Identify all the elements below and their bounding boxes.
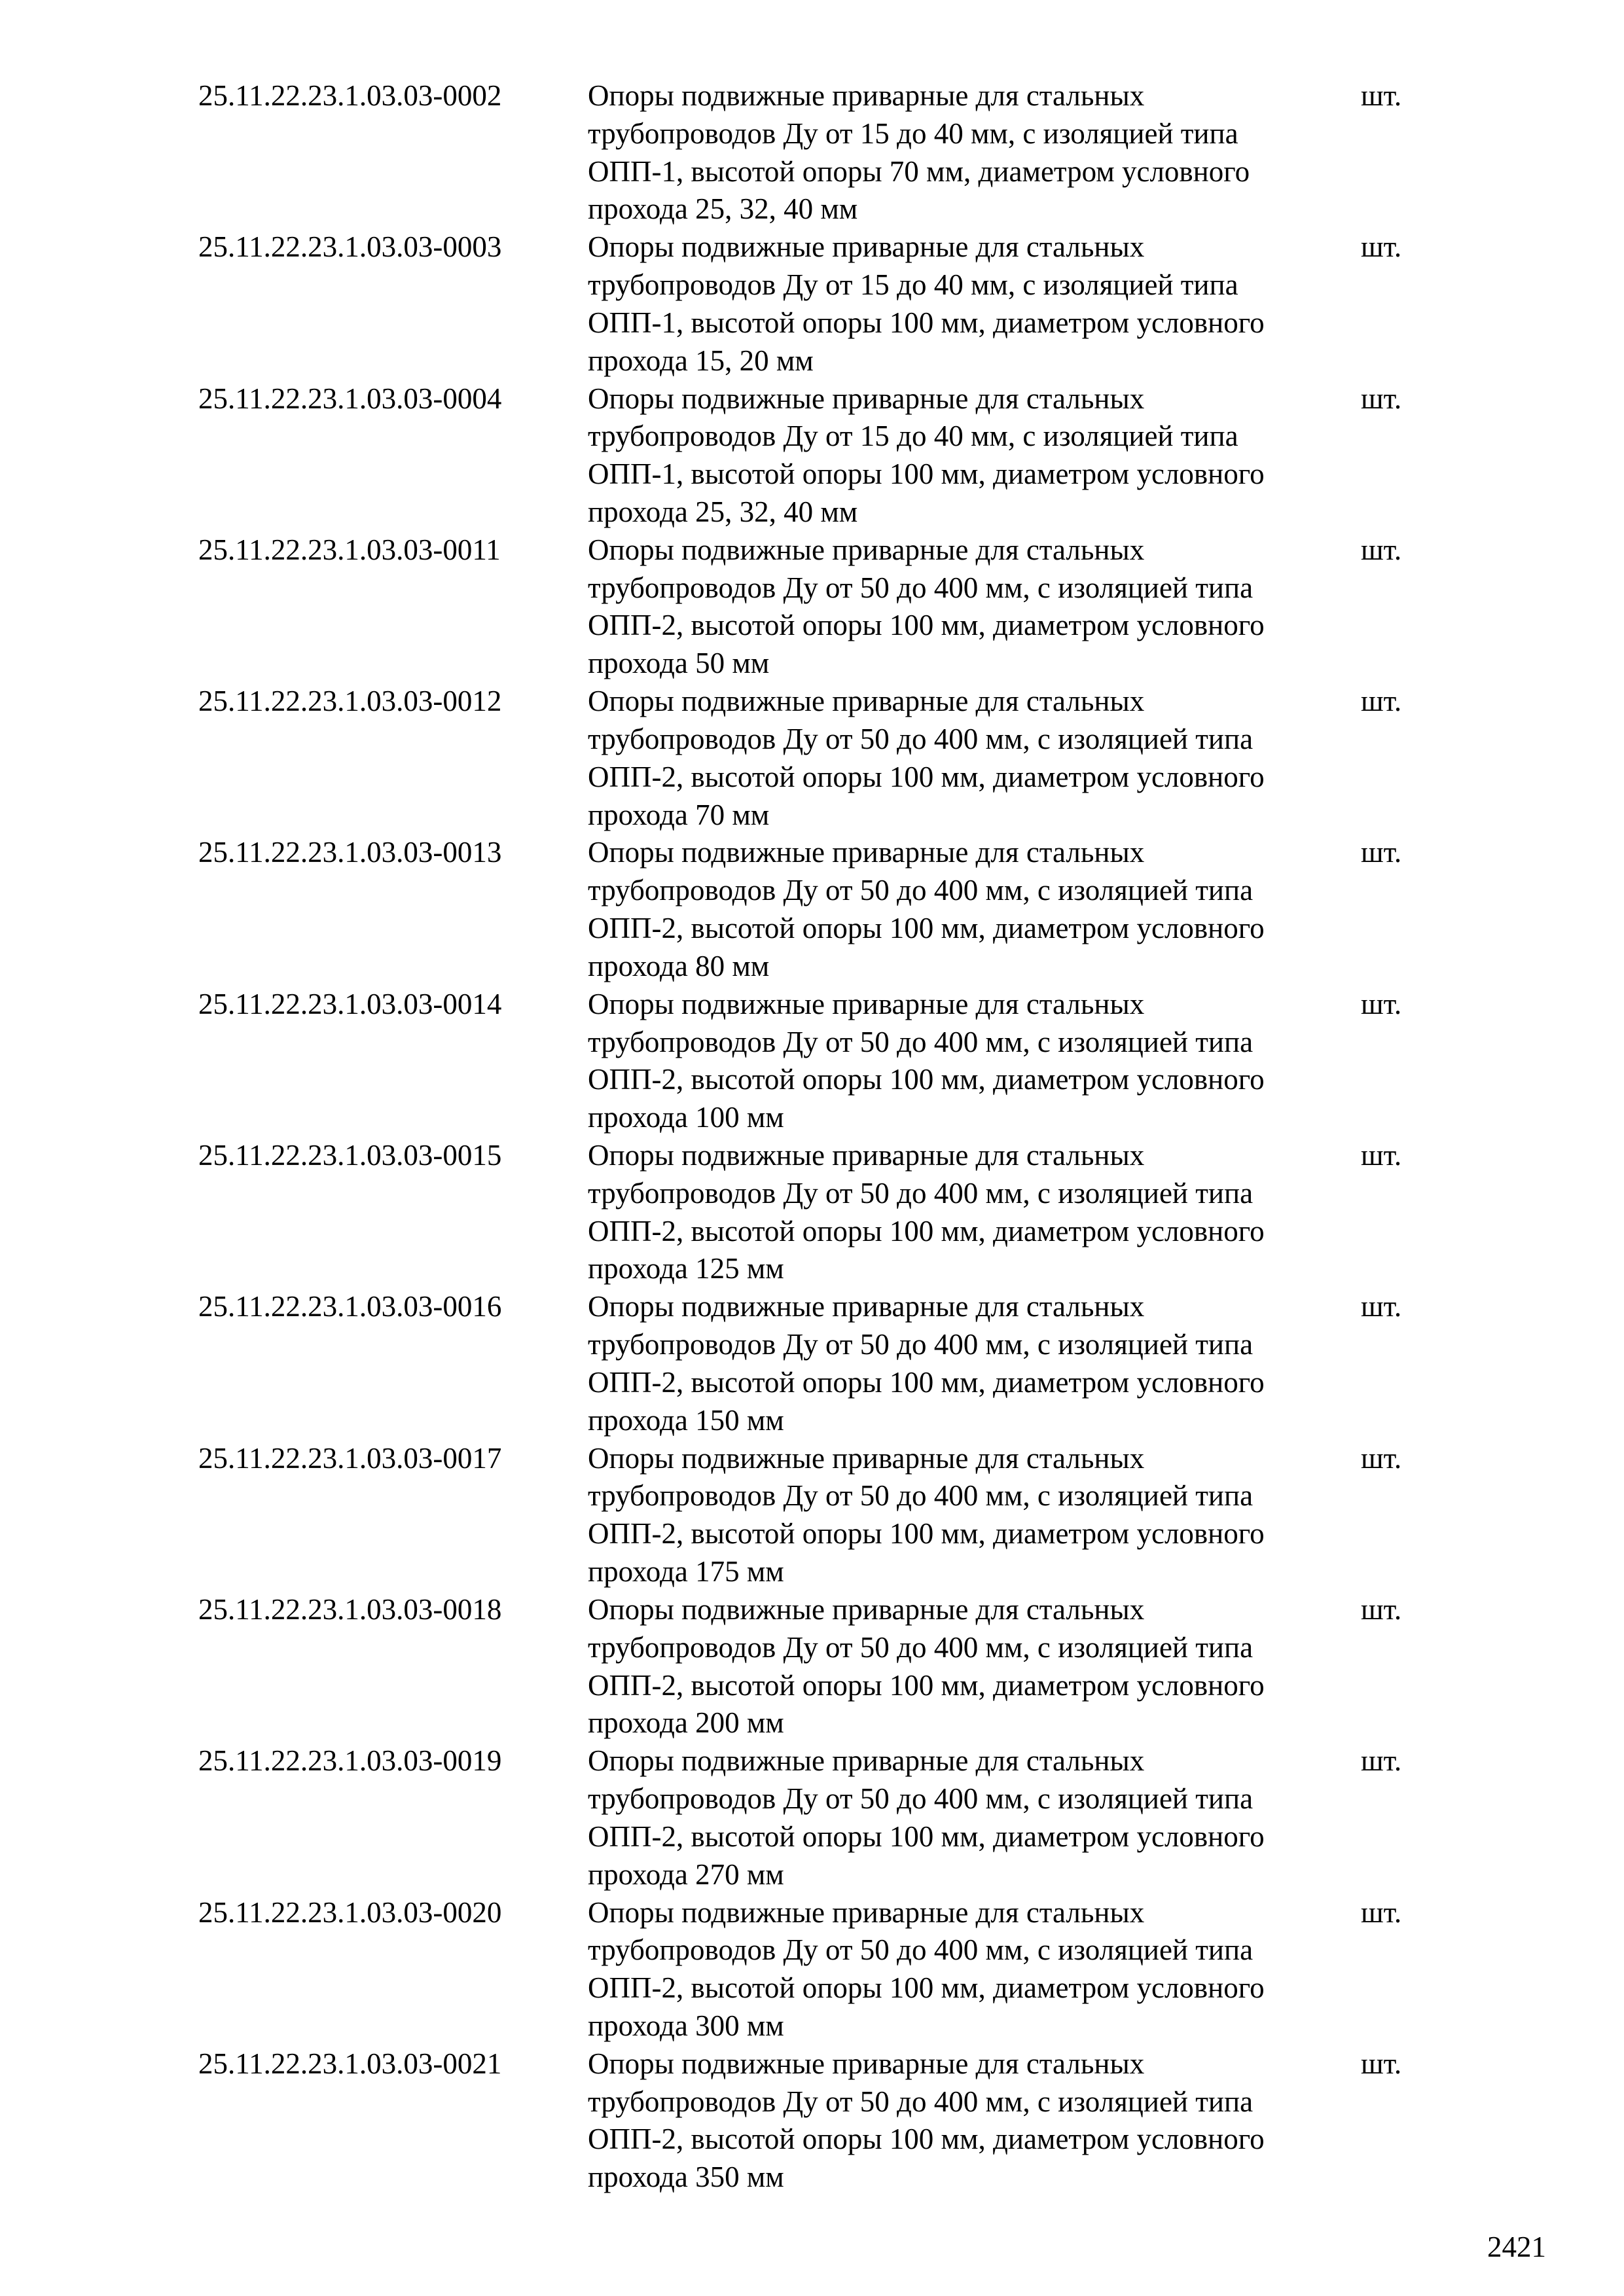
- description-line: Опоры подвижные приварные для стальных: [588, 533, 1145, 566]
- description-line: Опоры подвижные приварные для стальных: [588, 1592, 1145, 1626]
- item-description: [588, 1591, 1347, 1742]
- list-item: [198, 77, 1429, 228]
- item-code: 25.11.22.23.1.03.03-0019: [198, 1744, 502, 1778]
- item-description: [588, 1137, 1347, 1288]
- item-description: [588, 1288, 1347, 1439]
- item-code: 25.11.22.23.1.03.03-0011: [198, 533, 501, 566]
- description-line: ОПП-2, высотой опоры 100 мм, диаметром условного: [588, 760, 1265, 793]
- item-unit: шт.: [1361, 1744, 1402, 1778]
- item-description: [588, 834, 1347, 985]
- item-description: [588, 77, 1347, 228]
- description-line: Опоры подвижные приварные для стальных: [588, 1290, 1145, 1323]
- description-line: Опоры подвижные приварные для стальных: [588, 685, 1145, 718]
- item-code: 25.11.22.23.1.03.03-0015: [198, 1139, 502, 1172]
- item-description: [588, 683, 1347, 834]
- description-line: прохода 175 мм: [588, 1555, 784, 1588]
- description-line: прохода 100 мм: [588, 1101, 784, 1134]
- list-item: [198, 1591, 1429, 1742]
- description-line: прохода 125 мм: [588, 1252, 784, 1285]
- item-code: 25.11.22.23.1.03.03-0021: [198, 2047, 502, 2080]
- description-line: ОПП-2, высотой опоры 100 мм, диаметром условного: [588, 1214, 1265, 1247]
- description-line: прохода 80 мм: [588, 949, 770, 982]
- item-unit: шт.: [1361, 1592, 1402, 1626]
- item-unit: шт.: [1361, 1290, 1402, 1323]
- item-unit: шт.: [1361, 1139, 1402, 1172]
- item-code: 25.11.22.23.1.03.03-0016: [198, 1290, 502, 1323]
- description-line: Опоры подвижные приварные для стальных: [588, 382, 1145, 415]
- list-item: [198, 1440, 1429, 1591]
- item-unit: шт.: [1361, 987, 1402, 1020]
- item-code: 25.11.22.23.1.03.03-0018: [198, 1592, 502, 1626]
- item-code: 25.11.22.23.1.03.03-0003: [198, 230, 502, 264]
- item-unit: шт.: [1361, 230, 1402, 264]
- item-unit: шт.: [1361, 533, 1402, 566]
- list-item: [198, 228, 1429, 380]
- item-unit: шт.: [1361, 1441, 1402, 1475]
- item-code: 25.11.22.23.1.03.03-0020: [198, 1895, 502, 1929]
- list-item: [198, 1742, 1429, 1893]
- description-line: ОПП-2, высотой опоры 100 мм, диаметром условного: [588, 609, 1265, 642]
- item-code: 25.11.22.23.1.03.03-0012: [198, 685, 502, 718]
- description-line: прохода 150 мм: [588, 1403, 784, 1437]
- item-description: [588, 986, 1347, 1137]
- item-description: [588, 380, 1347, 531]
- description-line: Опоры подвижные приварные для стальных: [588, 230, 1145, 264]
- description-line: трубопроводов Ду от 15 до 40 мм, с изоляцией типа: [588, 268, 1238, 302]
- list-item: [198, 986, 1429, 1137]
- description-line: прохода 25, 32, 40 мм: [588, 495, 858, 528]
- item-unit: шт.: [1361, 836, 1402, 869]
- description-line: ОПП-2, высотой опоры 100 мм, диаметром условного: [588, 1063, 1265, 1096]
- description-line: ОПП-2, высотой опоры 100 мм, диаметром условного: [588, 2123, 1265, 2156]
- description-line: прохода 70 мм: [588, 798, 770, 831]
- description-line: прохода 300 мм: [588, 2009, 784, 2042]
- description-line: трубопроводов Ду от 15 до 40 мм, с изоляцией типа: [588, 117, 1238, 150]
- item-description: [588, 1894, 1347, 2045]
- description-line: трубопроводов Ду от 50 до 400 мм, с изоляцией типа: [588, 1782, 1254, 1816]
- description-line: трубопроводов Ду от 50 до 400 мм, с изоляцией типа: [588, 571, 1254, 604]
- description-line: прохода 200 мм: [588, 1706, 784, 1740]
- item-description: [588, 531, 1347, 683]
- item-unit: шт.: [1361, 685, 1402, 718]
- description-line: трубопроводов Ду от 50 до 400 мм, с изоляцией типа: [588, 1176, 1254, 1210]
- description-line: трубопроводов Ду от 50 до 400 мм, с изоляцией типа: [588, 1328, 1254, 1361]
- list-item: [198, 1137, 1429, 1288]
- description-line: трубопроводов Ду от 50 до 400 мм, с изоляцией типа: [588, 1933, 1254, 1967]
- description-line: ОПП-1, высотой опоры 100 мм, диаметром условного: [588, 457, 1265, 491]
- description-line: трубопроводов Ду от 50 до 400 мм, с изоляцией типа: [588, 1630, 1254, 1664]
- description-line: трубопроводов Ду от 50 до 400 мм, с изоляцией типа: [588, 2085, 1254, 2118]
- description-line: Опоры подвижные приварные для стальных: [588, 1744, 1145, 1778]
- description-line: трубопроводов Ду от 15 до 40 мм, с изоляцией типа: [588, 420, 1238, 453]
- description-line: ОПП-2, высотой опоры 100 мм, диаметром условного: [588, 1668, 1265, 1702]
- item-unit: шт.: [1361, 1895, 1402, 1929]
- description-line: прохода 270 мм: [588, 1857, 784, 1891]
- item-description: [588, 2045, 1347, 2197]
- list-item: [198, 1288, 1429, 1439]
- description-line: ОПП-1, высотой опоры 100 мм, диаметром условного: [588, 306, 1265, 339]
- description-line: Опоры подвижные приварные для стальных: [588, 1895, 1145, 1929]
- description-line: Опоры подвижные приварные для стальных: [588, 1441, 1145, 1475]
- page-number: 2421: [1487, 2231, 1546, 2263]
- description-line: ОПП-2, высотой опоры 100 мм, диаметром условного: [588, 1971, 1265, 2005]
- description-line: трубопроводов Ду от 50 до 400 мм, с изоляцией типа: [588, 722, 1254, 755]
- description-line: ОПП-2, высотой опоры 100 мм, диаметром условного: [588, 1820, 1265, 1853]
- item-code: 25.11.22.23.1.03.03-0013: [198, 836, 502, 869]
- item-code: 25.11.22.23.1.03.03-0017: [198, 1441, 502, 1475]
- list-item: [198, 1894, 1429, 2045]
- description-line: трубопроводов Ду от 50 до 400 мм, с изоляцией типа: [588, 1025, 1254, 1058]
- description-line: Опоры подвижные приварные для стальных: [588, 1139, 1145, 1172]
- description-line: ОПП-2, высотой опоры 100 мм, диаметром условного: [588, 1365, 1265, 1399]
- item-code: 25.11.22.23.1.03.03-0014: [198, 987, 502, 1020]
- description-line: ОПП-1, высотой опоры 70 мм, диаметром условного: [588, 154, 1250, 188]
- list-item: [198, 834, 1429, 985]
- description-line: Опоры подвижные приварные для стальных: [588, 79, 1145, 112]
- description-line: прохода 15, 20 мм: [588, 344, 814, 377]
- list-item: [198, 380, 1429, 531]
- item-unit: шт.: [1361, 382, 1402, 415]
- list-item: [198, 2045, 1429, 2197]
- item-unit: шт.: [1361, 79, 1402, 112]
- item-description: [588, 1440, 1347, 1591]
- description-line: трубопроводов Ду от 50 до 400 мм, с изоляцией типа: [588, 874, 1254, 907]
- item-code: 25.11.22.23.1.03.03-0004: [198, 382, 502, 415]
- entries-list: [198, 77, 1429, 2197]
- item-description: [588, 228, 1347, 380]
- description-line: Опоры подвижные приварные для стальных: [588, 2047, 1145, 2080]
- description-line: прохода 25, 32, 40 мм: [588, 192, 858, 226]
- description-line: прохода 50 мм: [588, 647, 770, 680]
- item-code: 25.11.22.23.1.03.03-0002: [198, 79, 502, 112]
- description-line: трубопроводов Ду от 50 до 400 мм, с изоляцией типа: [588, 1479, 1254, 1513]
- list-item: [198, 683, 1429, 834]
- list-item: [198, 531, 1429, 683]
- description-line: ОПП-2, высотой опоры 100 мм, диаметром условного: [588, 1517, 1265, 1551]
- item-description: [588, 1742, 1347, 1893]
- description-line: ОПП-2, высотой опоры 100 мм, диаметром условного: [588, 912, 1265, 945]
- description-line: прохода 350 мм: [588, 2161, 784, 2194]
- description-line: Опоры подвижные приварные для стальных: [588, 987, 1145, 1020]
- item-unit: шт.: [1361, 2047, 1402, 2080]
- description-line: Опоры подвижные приварные для стальных: [588, 836, 1145, 869]
